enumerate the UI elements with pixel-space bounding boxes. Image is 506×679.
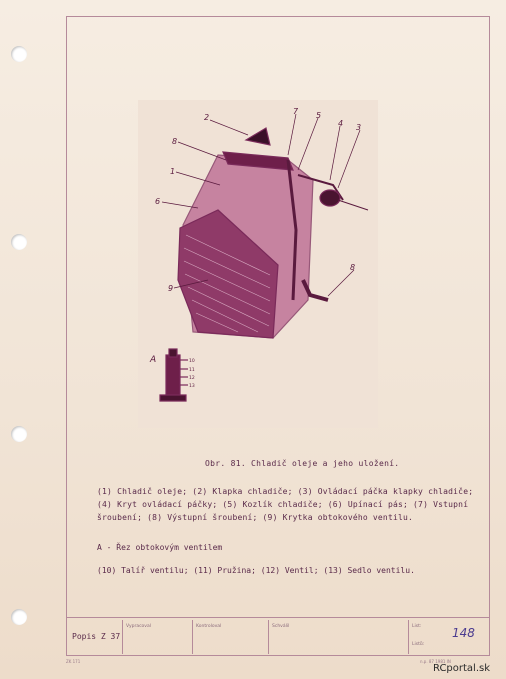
legend-line: (4) Kryt ovládací páčky; (5) Kozlík chladiče; (6) Upínací pás; (7) Vstupní <box>97 500 469 509</box>
title-block-divider <box>66 617 490 618</box>
document-name: Popis Z 37 <box>72 632 121 641</box>
sheet-number: 148 <box>452 626 475 640</box>
figure-caption: Obr. 81. Chladič oleje a jeho uložení. <box>205 459 400 468</box>
listu-label: Listů: <box>412 642 425 647</box>
watermark: RCportal.sk <box>433 663 491 674</box>
section-a-legend: (10) Talíř ventilu; (11) Pružina; (12) Ventil; (13) Sedlo ventilu. <box>97 566 415 575</box>
oil-cooler-drawing <box>138 100 378 428</box>
callout-label: 8 <box>172 137 178 146</box>
punch-hole <box>11 426 27 442</box>
callout-label: 9 <box>168 284 174 293</box>
punch-hole <box>11 609 27 625</box>
title-block-cell <box>193 620 269 654</box>
legend-line: (1) Chladič oleje; (2) Klapka chladiče; (3) Ovládací páčka klapky chladiče; <box>97 487 474 496</box>
inset-callout: 12 <box>189 376 195 381</box>
list-label: List: <box>412 624 422 629</box>
figure-legend <box>97 485 477 524</box>
vypracoval-label: Vypracoval <box>126 624 151 629</box>
inset-callout: 10 <box>189 359 195 364</box>
footer-code: ZK 171 <box>66 659 81 664</box>
punch-hole <box>11 46 27 62</box>
oil-cooler-illustration <box>138 100 378 428</box>
title-block-doc-cell <box>66 620 123 654</box>
callout-label: 1 <box>170 167 176 176</box>
kontroloval-label: Kontroloval <box>196 624 222 629</box>
title-block-cell <box>269 620 409 654</box>
inset-callout: 13 <box>189 384 195 389</box>
inset-label: A <box>150 355 157 365</box>
title-block-cell <box>123 620 193 654</box>
callout-label: 3 <box>356 123 362 132</box>
callout-label: 7 <box>293 107 299 116</box>
schvalil-label: Schválil <box>272 624 290 629</box>
callout-label: 8 <box>350 263 356 272</box>
title-block <box>66 620 490 654</box>
callout-label: 6 <box>155 197 161 206</box>
callout-label: 4 <box>338 119 344 128</box>
callout-label: 2 <box>204 113 210 122</box>
inset-callout: 11 <box>189 368 195 373</box>
punch-hole <box>11 234 27 250</box>
section-a-heading: A - Řez obtokovým ventilem <box>97 543 223 552</box>
footer-print-info: n.p. 87 1981 IN <box>420 659 451 664</box>
callout-label: 5 <box>316 111 322 120</box>
legend-line: šroubení; (8) Výstupní šroubení; (9) Krytka obtokového ventilu. <box>97 513 414 522</box>
title-block-sheet-cell <box>409 620 490 654</box>
